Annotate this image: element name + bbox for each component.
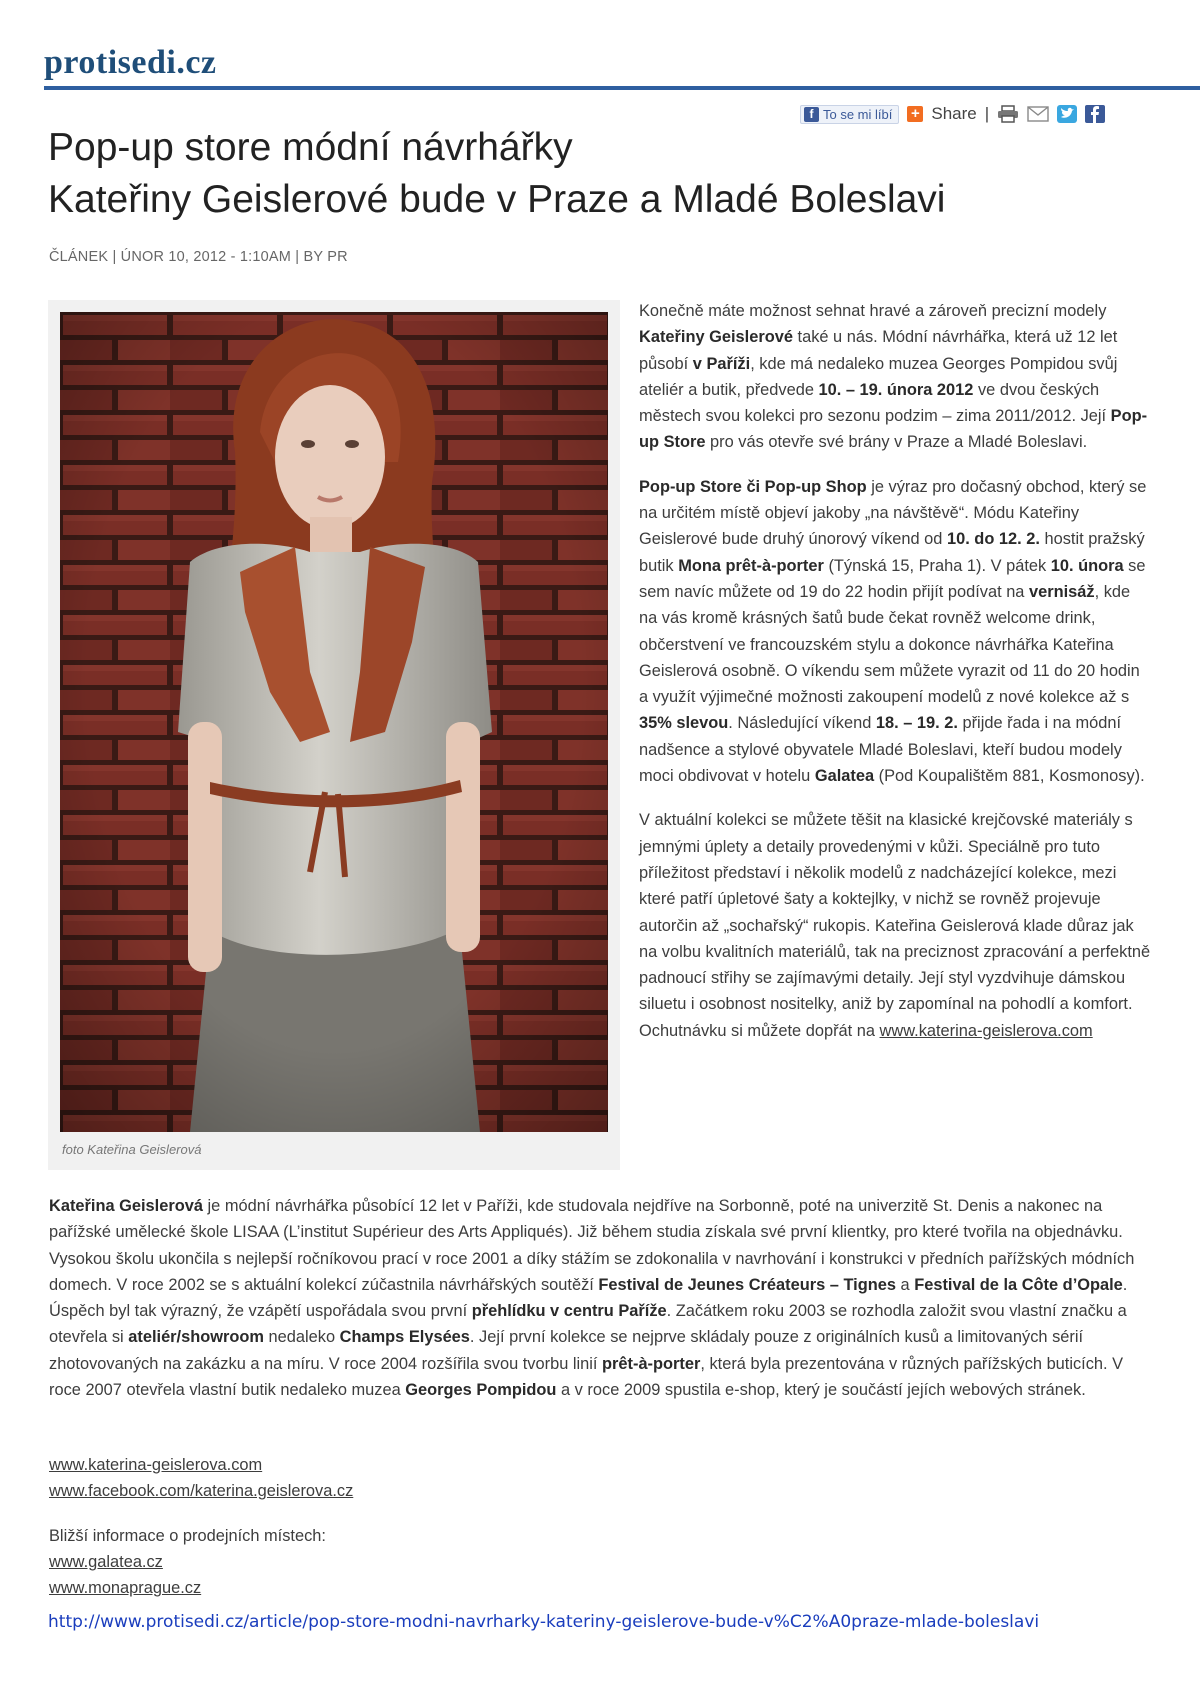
- twitter-icon[interactable]: [1057, 105, 1077, 123]
- article-meta: ČLÁNEK | ÚNOR 10, 2012 - 1:10AM | BY PR: [49, 249, 348, 265]
- sales-info-label: Bližší informace o prodejních místech:: [49, 1526, 326, 1545]
- facebook-icon: f: [804, 107, 819, 122]
- masthead-divider: [44, 86, 1200, 90]
- print-icon[interactable]: [997, 105, 1019, 123]
- facebook-like-button[interactable]: [800, 105, 899, 124]
- toolbar-separator: |: [984, 104, 990, 123]
- article-photo[interactable]: [60, 312, 608, 1132]
- site-logo[interactable]: protisedi.cz: [44, 44, 217, 81]
- email-icon[interactable]: [1027, 106, 1049, 122]
- source-url[interactable]: http://www.protisedi.cz/article/pop-store-modni-navrharky-kateriny-geislerove-bude-v%C2%A0praze-mlade-boleslavi: [48, 1612, 1040, 1632]
- photo-caption: foto Kateřina Geislerová: [62, 1142, 202, 1157]
- article-photo-frame: [48, 300, 620, 1170]
- link-monaprague[interactable]: www.monaprague.cz: [49, 1579, 202, 1598]
- share-button[interactable]: Share: [931, 104, 977, 123]
- paragraph-collection: V aktuální kolekci se můžete těšit na klasické krejčovské materiály s jemnými úplety a detaily provedenými v kůži. Speciálně pro tuto příležitost představí i několik modelů z nadcházející kolekce, mezi které patří úpletové šaty a koktejlky, v nichž se rovněž projevuje autorčin až „sochařský“ rukopis. Kateřina Geislerová klade důraz jak na volbu kvalitních materiálů, tak na preciznost zpracování a perfektně padnoucí střihy se zajímavými detaily. Její styl vyzdvihuje dámskou siluetu i osobnost nositelky, aniž by zapomínal na pohodlí a komfort. Ochutnávku si můžete dopřát na www.katerina-geislerova.com: [639, 811, 1151, 1040]
- facebook-share-icon[interactable]: [1085, 105, 1105, 123]
- facebook-like-label: To se mi líbí: [823, 106, 893, 122]
- article-body-column: [639, 298, 1151, 1062]
- paragraph-intro: Konečně máte možnost sehnat hravé a zároveň precizní modely Kateřiny Geislerové také u nás. Módní návrhářka, která už 12 let působí v Paříži, kde má nedaleko muzea Georges Pompidou svůj ateliér a butik, předvede 10. – 19. února 2012 ve dvou českých městech svou kolekci pro sezonu podzim – zima 2011/2012. Její Pop-up Store pro vás otevře své brány v Praze a Mladé Boleslavi.: [639, 302, 1148, 452]
- related-links: [49, 1452, 353, 1601]
- share-plus-icon[interactable]: +: [907, 106, 923, 122]
- paragraph-popup-store: Pop-up Store či Pop-up Shop je výraz pro dočasný obchod, který se na určitém místě objeví jakoby „na návštěvě“. Módu Kateřiny Geislerové bude druhý únorový víkend od 10. do 12. 2. hostit pražský butik Mona prêt-à-porter (Týnská 15, Praha 1). V pátek 10. února se sem navíc můžete od 19 do 22 hodin přijít podívat na vernisáž, kde na vás kromě krásných šatů bude čekat rovněž welcome drink, občerstvení ve francouzském stylu a dokonce návrhářka Kateřina Geislerová osobně. O víkendu sem můžete vyrazit od 11 do 20 hodin a využít výjimečné možnosti zakoupení modelů z nové kolekce až s 35% slevou. Následující víkend 18. – 19. 2. přijde řada i na módní nadšence a stylové obyvatele Mladé Boleslavi, kteří budou modely moci obdivovat v hotelu Galatea (Pod Koupalištěm 881, Kosmonosy).: [639, 477, 1147, 786]
- link-facebook[interactable]: www.facebook.com/katerina.geislerova.cz: [49, 1482, 354, 1501]
- link-katerina-geislerova[interactable]: www.katerina-geislerova.com: [49, 1456, 263, 1474]
- article-title-line2: Kateřiny Geislerové bude v Praze a Mladé Boleslavi: [48, 178, 946, 221]
- article-title-line1: Pop-up store módní návrhářky: [48, 126, 573, 169]
- paragraph-biography: Kateřina Geislerová je módní návrhářka působící 12 let v Paříži, kde studovala nejdříve na Sorbonně, poté na univerzitě St. Denis a nakonec na pařížské umělecké škole LISAA (L’institut Supérieur des Arts Appliqués). Již během studia získala své první klientky, pro které tvořila na objednávku. Vysokou školu ukončila s nejlepší ročníkovou prací v roce 2001 a díky stážím se zdokonalila v navrhování i konstrukci v předních pařížských módních domech. V roce 2002 se s aktuální kolekcí zúčastnila návrhářských soutěží Festival de Jeunes Créateurs – Tignes a Festival de la Côte d’Opale. Úspěch byl tak výrazný, že vzápětí uspořádala svou první přehlídku v centru Paříže. Začátkem roku 2003 se rozhodla založit svou vlastní značku a otevřela si ateliér/showroom nedaleko Champs Elysées. Její první kolekce se nejprve skládaly pouze z originálních kusů a limitovaných sérií zhotovovaných na zakázku a na míru. V roce 2004 rozšířila svou tvorbu linií prêt-à-porter, která byla prezentována v různých pařížských buticích. V roce 2007 otevřela vlastní butik nedaleko muzea Georges Pompidou a v roce 2009 spustila e-shop, který je součástí jejích webových stránek.: [49, 1197, 1135, 1400]
- link-galatea[interactable]: www.galatea.cz: [49, 1552, 163, 1571]
- article-title: [48, 122, 1148, 226]
